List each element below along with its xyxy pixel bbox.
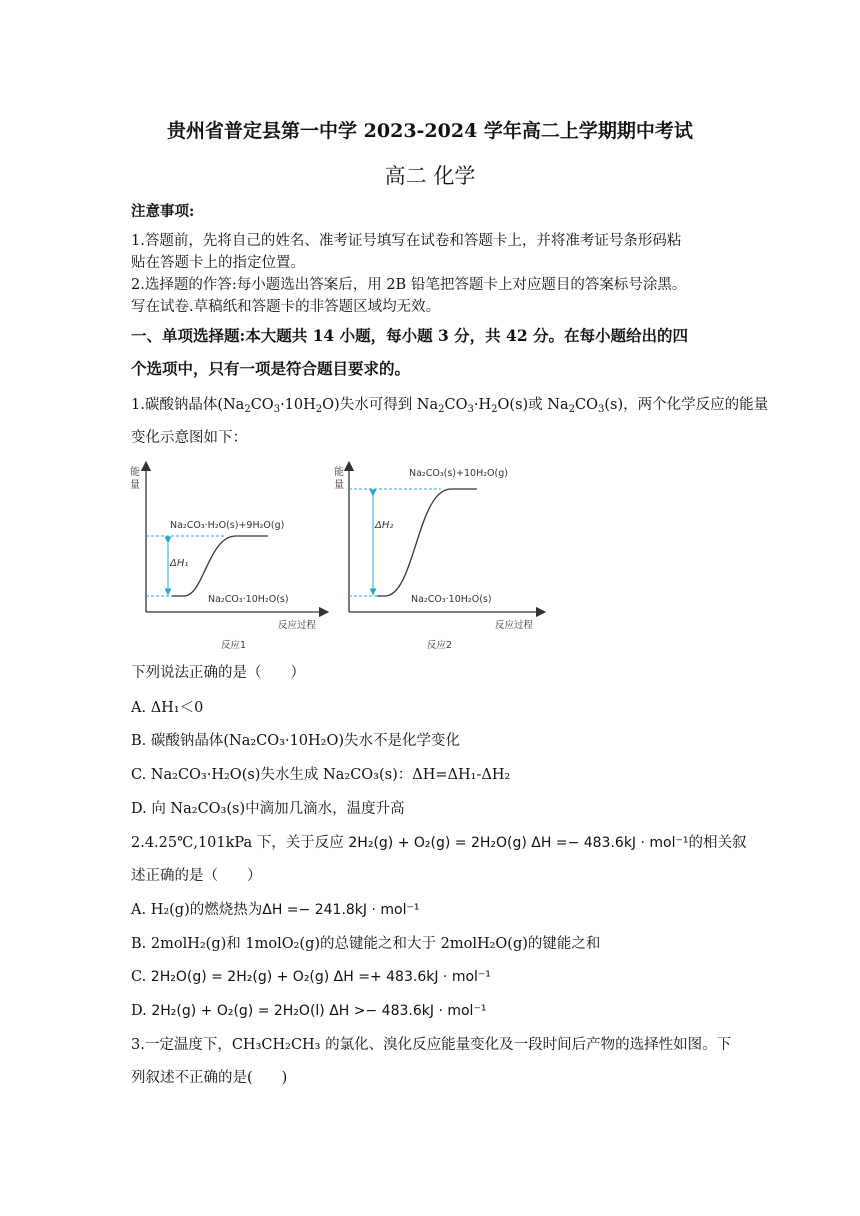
question-2-option-d: D. 2H₂(g) + O₂(g) = 2H₂O(l) ΔH >− 483.6kJ · mol⁻¹	[131, 1003, 487, 1019]
notice-heading: 注意事项:	[131, 203, 195, 220]
question-1-option-c: C. Na₂CO₃·H₂O(s)失水生成 Na₂CO₃(s)：ΔH=ΔH₁-ΔH₂	[131, 767, 511, 783]
question-2-option-a: A. H₂(g)的燃烧热为ΔH =− 241.8kJ · mol⁻¹	[131, 902, 420, 918]
exam-subtitle: 高二 化学	[384, 164, 476, 188]
y-axis-label: 量	[130, 480, 140, 491]
question-1-option-b: B. 碳酸钠晶体(Na₂CO₃·10H₂O)失水不是化学变化	[131, 733, 461, 749]
question-3-stem-line2: 列叙述不正确的是( )	[131, 1070, 288, 1086]
question-2-stem: 2.4.25℃,101kPa 下，关于反应 2H₂(g) + O₂(g) = 2H₂O(g) ΔH =− 483.6kJ · mol⁻¹的相关叙	[131, 835, 747, 851]
question-2-stem-line2: 述正确的是（ ）	[131, 868, 262, 884]
top-state-label: Na₂CO₃(s)+10H₂O(g)	[409, 468, 508, 479]
diagram-caption: 反应2	[427, 640, 453, 651]
x-axis-label: 反应过程	[495, 620, 534, 631]
bottom-state-label: Na₂CO₃·10H₂O(s)	[411, 594, 492, 605]
y-axis-label: 能	[130, 467, 140, 478]
energy-diagram-reaction-1	[126, 460, 331, 655]
question-1-stem: 1.碳酸钠晶体$(Na_2CO_3\cdot 10H_2O)$失水可得到 $Na_2CO_3\cdot H_2O(s)$或 $Na_2CO_3(s)$，两个化学反应的能量	[131, 397, 769, 415]
question-1-prompt: 下列说法正确的是（ ）	[131, 665, 305, 681]
y-axis-label: 量	[334, 480, 344, 491]
notice-line: 贴在答题卡上的指定位置。	[131, 255, 305, 271]
notice-line: 1.答题前，先将自己的姓名、准考证号填写在试卷和答题卡上，并将准考证号条形码粘	[131, 233, 682, 249]
question-2-option-b: B. 2molH₂(g)和 1molO₂(g)的总键能之和大于 2molH₂O(g)的键能之和	[131, 936, 601, 952]
energy-diagram-reaction-2	[331, 460, 546, 655]
notice-line: 2.选择题的作答:每小题选出答案后，用 2B 铅笔把答题卡上对应题目的答案标号涂黑。	[131, 277, 687, 293]
top-state-label: Na₂CO₃·H₂O(s)+9H₂O(g)	[170, 520, 285, 531]
notice-line: 写在试卷.草稿纸和答题卡的非答题区域均无效。	[131, 299, 441, 315]
delta-h1-label: ΔH₁	[170, 558, 189, 569]
bottom-state-label: Na₂CO₃·10H₂O(s)	[208, 594, 289, 605]
question-1-option-d: D. 向 Na₂CO₃(s)中滴加几滴水，温度升高	[131, 801, 405, 817]
exam-title: 贵州省普定县第一中学 2023-2024 学年高二上学期期中考试	[167, 120, 693, 142]
y-axis-label: 能	[334, 467, 344, 478]
question-1-option-a: A. ΔH₁＜0	[131, 700, 204, 716]
question-1-stem-line2: 变化示意图如下：	[131, 430, 247, 446]
question-3-stem: 3.一定温度下，CH₃CH₂CH₃ 的氯化、溴化反应能量变化及一段时间后产物的选择性如图。下	[131, 1037, 732, 1053]
x-axis-label: 反应过程	[278, 620, 317, 631]
diagram-caption: 反应1	[221, 640, 247, 651]
section-heading: 个选项中，只有一项是符合题目要求的。	[131, 359, 411, 378]
question-2-option-c: C. 2H₂O(g) = 2H₂(g) + O₂(g) ΔH =+ 483.6kJ · mol⁻¹	[131, 969, 491, 985]
delta-h2-label: ΔH₂	[375, 520, 394, 531]
section-heading: 一、单项选择题:本大题共 14 小题，每小题 3 分，共 42 分。在每小题给出的四	[131, 326, 689, 345]
